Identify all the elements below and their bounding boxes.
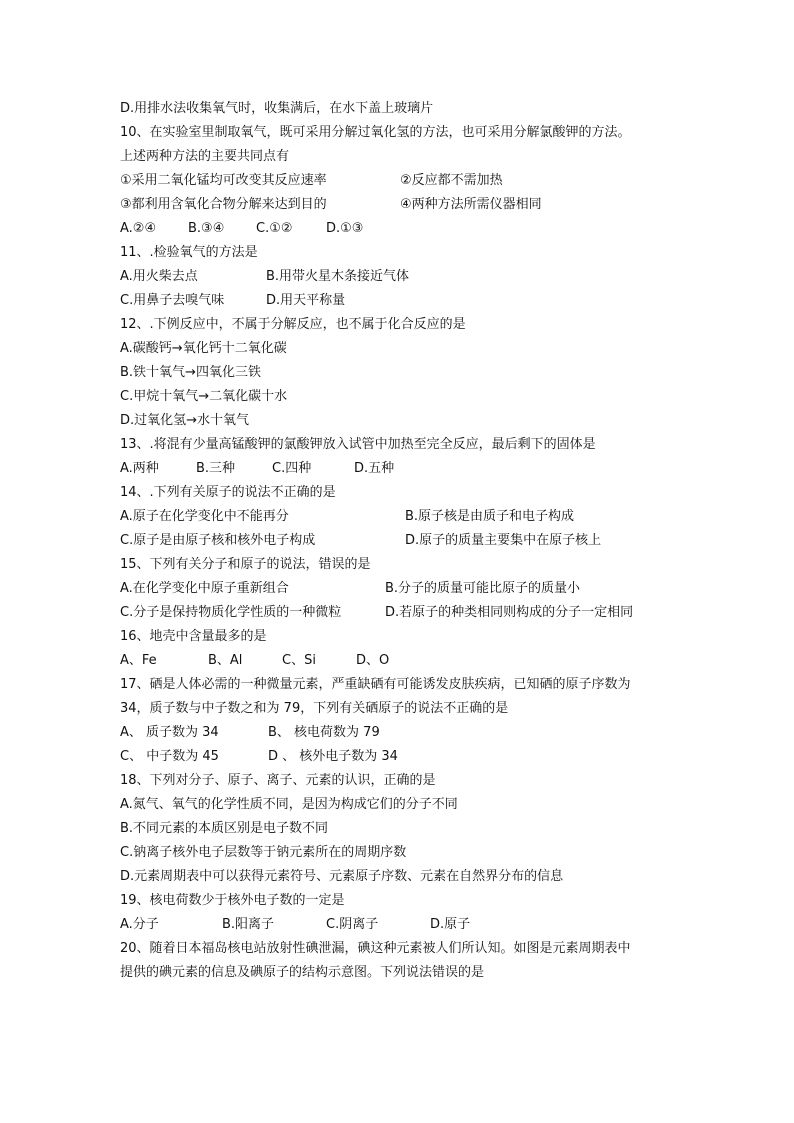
q15-option-c: C.分子是保持物质化学性质的一种微粒 bbox=[120, 605, 342, 620]
q19-stem: 19、核电荷数少于核外电子数的一定是 bbox=[120, 893, 345, 908]
q14-stem: 14、.下列有关原子的说法不正确的是 bbox=[120, 485, 336, 500]
q17-stem-line1: 17、硒是人体必需的一种微量元素，严重缺硒有可能诱发皮肤疾病，已知硒的原子序数为 bbox=[120, 677, 631, 692]
q18-option-b: B.不同元素的本质区别是电子数不同 bbox=[120, 821, 329, 836]
q17-option-b: B、 核电荷数为 79 bbox=[268, 725, 380, 740]
q12-option-b: B.铁十氧气→四氧化三铁 bbox=[120, 365, 261, 380]
q12-option-c: C.甲烷十氧气→二氧化碳十水 bbox=[120, 389, 288, 404]
q13-option-b: B.三种 bbox=[196, 461, 236, 476]
q11-option-a: A.用火柴去点 bbox=[120, 269, 198, 284]
q15-stem: 15、下列有关分子和原子的说法，错误的是 bbox=[120, 557, 371, 572]
q17-stem-line2: 34，质子数与中子数之和为 79，下列有关硒原子的说法不正确的是 bbox=[120, 701, 509, 716]
q19-option-c: C.阴离子 bbox=[326, 917, 379, 932]
q17-option-c: C、 中子数为 45 bbox=[120, 749, 219, 764]
q14-option-a: A.原子在化学变化中不能再分 bbox=[120, 509, 289, 524]
q12-option-a: A.碳酸钙→氧化钙十二氧化碳 bbox=[120, 341, 287, 356]
q19-option-b: B.阳离子 bbox=[222, 917, 275, 932]
q19-option-a: A.分子 bbox=[120, 917, 159, 932]
q11-option-b: B.用带火星木条接近气体 bbox=[266, 269, 410, 284]
q17-option-a: A、 质子数为 34 bbox=[120, 725, 219, 740]
q10-stem-line1: 10、在实验室里制取氧气，既可采用分解过氧化氢的方法，也可采用分解氯酸钾的方法。 bbox=[120, 125, 631, 140]
q14-option-c: C.原子是由原子核和核外电子构成 bbox=[120, 533, 316, 548]
q16-option-d: D、O bbox=[356, 653, 390, 668]
q18-option-c: C.钠离子核外电子层数等于钠元素所在的周期序数 bbox=[120, 845, 407, 860]
q18-option-a: A.氮气、氧气的化学性质不同，是因为构成它们的分子不同 bbox=[120, 797, 458, 812]
q13-option-d: D.五种 bbox=[354, 461, 395, 476]
q16-option-b: B、Al bbox=[208, 653, 243, 668]
q18-option-d: D.元素周期表中可以获得元素符号、元素原子序数、元素在自然界分布的信息 bbox=[120, 869, 564, 884]
q13-stem: 13、.将混有少量高锰酸钾的氯酸钾放入试管中加热至完全反应，最后剩下的固体是 bbox=[120, 437, 596, 452]
q13-option-a: A.两种 bbox=[120, 461, 159, 476]
q10-option-c: C.①② bbox=[256, 221, 293, 236]
q10-option-a: A.②④ bbox=[120, 221, 157, 236]
q10-statement-2: ②反应都不需加热 bbox=[400, 173, 503, 188]
q9-option-d: D.用排水法收集氧气时，收集满后，在水下盖上玻璃片 bbox=[120, 101, 434, 116]
q12-option-d: D.过氧化氢→水十氧气 bbox=[120, 413, 250, 428]
q11-option-c: C.用鼻子去嗅气味 bbox=[120, 293, 225, 308]
q11-stem: 11、.检验氧气的方法是 bbox=[120, 245, 258, 260]
q10-statement-3: ③都利用含氧化合物分解来达到目的 bbox=[120, 197, 327, 212]
q16-option-c: C、Si bbox=[282, 653, 316, 668]
q13-option-c: C.四种 bbox=[272, 461, 312, 476]
q16-option-a: A、Fe bbox=[120, 653, 157, 668]
q10-statement-1: ①采用二氧化锰均可改变其反应速率 bbox=[120, 173, 327, 188]
q14-option-d: D.原子的质量主要集中在原子核上 bbox=[405, 533, 602, 548]
q15-option-d: D.若原子的种类相同则构成的分子一定相同 bbox=[385, 605, 634, 620]
q16-stem: 16、地壳中含量最多的是 bbox=[120, 629, 267, 644]
q11-option-d: D.用天平称量 bbox=[266, 293, 346, 308]
q10-statement-4: ④两种方法所需仪器相同 bbox=[400, 197, 542, 212]
q18-stem: 18、下列对分子、原子、离子、元素的认识，正确的是 bbox=[120, 773, 436, 788]
q10-option-b: B.③④ bbox=[188, 221, 225, 236]
q17-option-d: D 、 核外电子数为 34 bbox=[268, 749, 398, 764]
q20-stem-line1: 20、随着日本福岛核电站放射性碘泄漏，碘这种元素被人们所认知。如图是元素周期表中 bbox=[120, 941, 631, 956]
q15-option-a: A.在化学变化中原子重新组合 bbox=[120, 581, 289, 596]
q19-option-d: D.原子 bbox=[430, 917, 471, 932]
q14-option-b: B.原子核是由质子和电子构成 bbox=[405, 509, 575, 524]
q20-stem-line2: 提供的碘元素的信息及碘原子的结构示意图。下列说法错误的是 bbox=[120, 965, 485, 980]
q10-stem-line2: 上述两种方法的主要共同点有 bbox=[120, 149, 290, 164]
q15-option-b: B.分子的质量可能比原子的质量小 bbox=[385, 581, 581, 596]
q12-stem: 12、.下例反应中，不属于分解反应，也不属于化合反应的是 bbox=[120, 317, 466, 332]
q10-option-d: D.①③ bbox=[326, 221, 364, 236]
